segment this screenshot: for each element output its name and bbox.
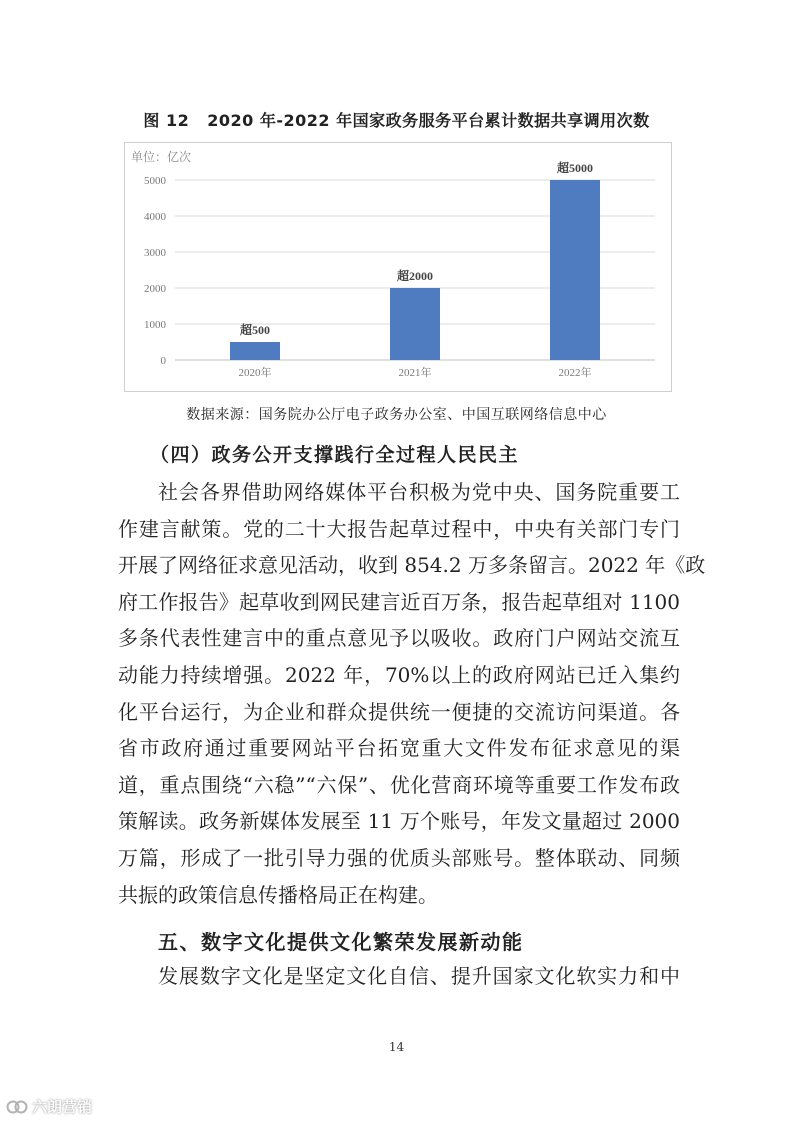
x-category-label: 2020年 [238,367,272,379]
chart-bar [550,180,600,360]
next-paragraph [118,958,680,995]
bar-chart-svg [125,143,673,393]
paragraph-line: 道，重点围绕“六稳”“六保”、优化营商环境等重要工作发布政 [118,772,680,797]
paragraph-line: 省市政府通过重要网站平台拓宽重大文件发布征求意见的渠 [118,736,680,761]
data-source-note: 数据来源：国务院办公厅电子政务办公室、中国互联网络信息中心 [186,407,607,423]
bar-data-label: 超500 [239,323,271,337]
chart-unit-label: 单位：亿次 [131,150,192,164]
subsection-heading: （四）政务公开支撑践行全过程人民民主 [150,444,520,466]
y-tick-label: 0 [160,355,166,367]
bar-data-label: 超2000 [396,269,434,283]
paragraph-line: 作建言献策。党的二十大报告起草过程中，中央有关部门专门 [118,516,680,541]
y-tick-label: 5000 [144,175,166,187]
y-tick-label: 4000 [144,211,166,223]
chart-bar [390,288,440,360]
bar-data-label: 超5000 [556,161,594,175]
y-tick-label: 2000 [144,283,166,295]
paragraph-line: 万篇，形成了一批引导力强的优质头部账号。整体联动、同频 [118,845,680,870]
x-category-label: 2021年 [398,367,432,379]
page-number: 14 [388,1040,405,1054]
figure-caption [0,108,793,131]
paragraph-line: 共振的政策信息传播格局正在构建。 [118,882,438,907]
chart-bar [230,342,280,360]
watermark-icon [6,1099,28,1115]
paragraph-line: 社会各界借助网络媒体平台积极为党中央、国务院重要工 [158,480,680,504]
paragraph-line: 府工作报告》起草收到网民建言近百万条，报告起草组对 1100 [118,589,680,614]
figure-title: 2020 年-2022 年国家政务服务平台累计数据共享调用次数 [207,111,650,130]
paragraph-line: 开展了网络征求意见活动，收到 854.2 万多条留言。2022 年《政 [118,553,706,578]
y-tick-label: 3000 [144,247,166,259]
y-tick-label: 1000 [144,319,166,331]
watermark-text: 六朗营销 [32,1098,93,1116]
paragraph-line: 发展数字文化是坚定文化自信、提升国家文化软实力和中 [158,964,680,988]
body-paragraph [118,474,706,913]
paragraph-line: 化平台运行，为企业和群众提供统一便捷的交流访问渠道。各 [118,699,680,724]
x-category-label: 2022年 [558,367,592,379]
figure-number: 图 12 [143,111,190,130]
paragraph-line: 动能力持续增强。2022 年，70%以上的政府网站已迁入集约 [118,662,680,687]
bar-chart [124,142,672,392]
section-heading: 五、数字文化提供文化繁荣发展新动能 [158,930,524,954]
paragraph-line: 多条代表性建言中的重点意见予以吸收。政府门户网站交流互 [118,626,680,651]
watermark-logo [6,1096,92,1117]
paragraph-line: 策解读。政务新媒体发展至 11 万个账号，年发文量超过 2000 [118,809,680,834]
